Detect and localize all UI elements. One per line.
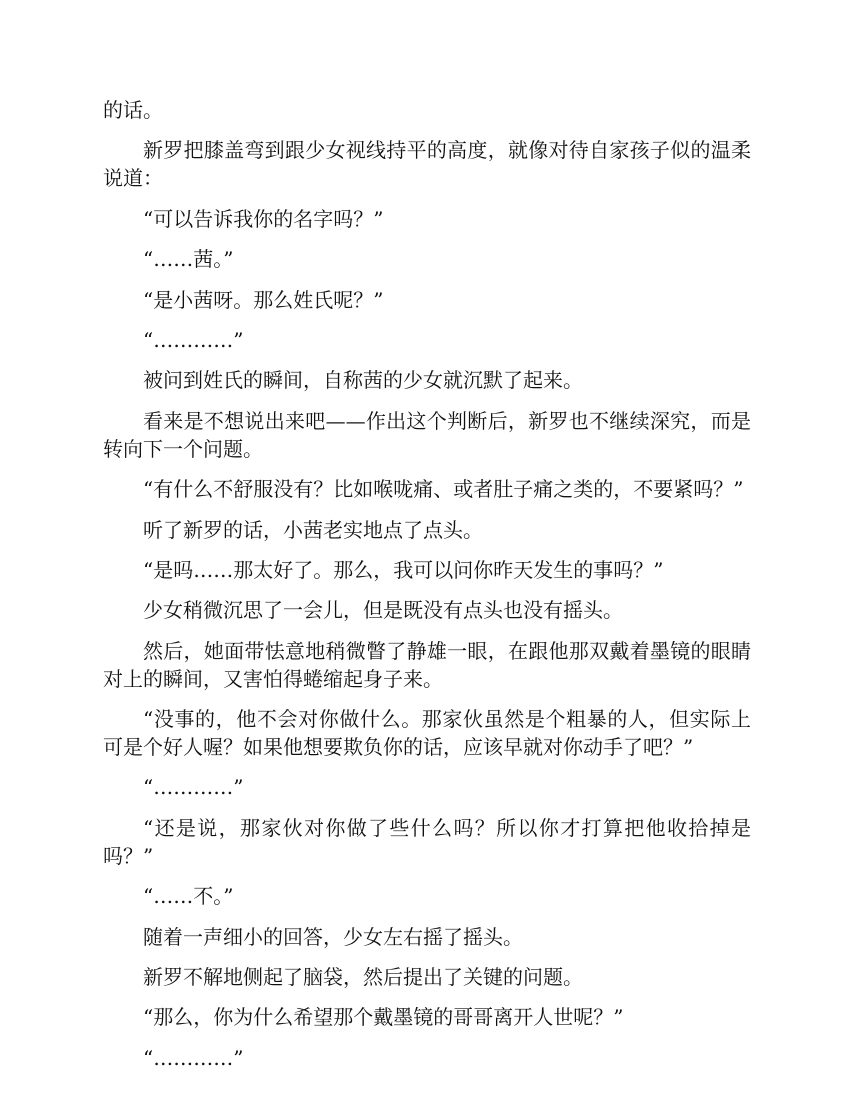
- paragraph: 新罗不解地侧起了脑袋，然后提出了关键的问题。: [143, 965, 583, 990]
- paragraph: “可以告诉我你的名字吗？”: [143, 206, 384, 231]
- paragraph: “…………”: [143, 327, 244, 352]
- paragraph: 少女稍微沉思了一会儿，但是既没有点头也没有摇头。: [143, 598, 623, 623]
- paragraph: “那么，你为什么希望那个戴墨镜的哥哥离开人世呢？”: [143, 1005, 624, 1030]
- paragraph: 听了新罗的话，小茜老实地点了点头。: [143, 517, 483, 542]
- document-page: [103, 96, 751, 1084]
- paragraph: 然后，她面带怯意地稍微瞥了静雄一眼，在跟他那双戴着墨镜的眼睛对上的瞬间，又害怕得蜷缩起身子来。: [103, 638, 751, 691]
- paragraph: “是吗……那太好了。那么，我可以问你昨天发生的事吗？”: [143, 557, 664, 582]
- paragraph: 的话。: [103, 98, 163, 122]
- paragraph: “…………”: [143, 775, 244, 800]
- paragraph: “……茜。”: [143, 247, 234, 272]
- paragraph: “还是说，那家伙对你做了些什么吗？所以你才打算把他收拾掉是吗？”: [103, 815, 751, 868]
- paragraph: 被问到姓氏的瞬间，自称茜的少女就沉默了起来。: [143, 368, 583, 393]
- paragraph: “有什么不舒服没有？比如喉咙痛、或者肚子痛之类的，不要紧吗？”: [143, 477, 744, 502]
- paragraph: “没事的，他不会对你做什么。那家伙虽然是个粗暴的人，但实际上可是个好人喔？如果他想要欺负你的话，应该早就对你动手了吧？”: [103, 707, 751, 760]
- paragraph: “……不。”: [143, 884, 234, 909]
- paragraph: 随着一声细小的回答，少女左右摇了摇头。: [143, 924, 523, 949]
- paragraph: 看来是不想说出来吧——作出这个判断后，新罗也不继续深究，而是转向下一个问题。: [103, 408, 751, 461]
- paragraph: “…………”: [143, 1045, 244, 1070]
- paragraph: “是小茜呀。那么姓氏呢？”: [143, 287, 384, 312]
- paragraph: 新罗把膝盖弯到跟少女视线持平的高度，就像对待自家孩子似的温柔说道：: [103, 138, 751, 191]
